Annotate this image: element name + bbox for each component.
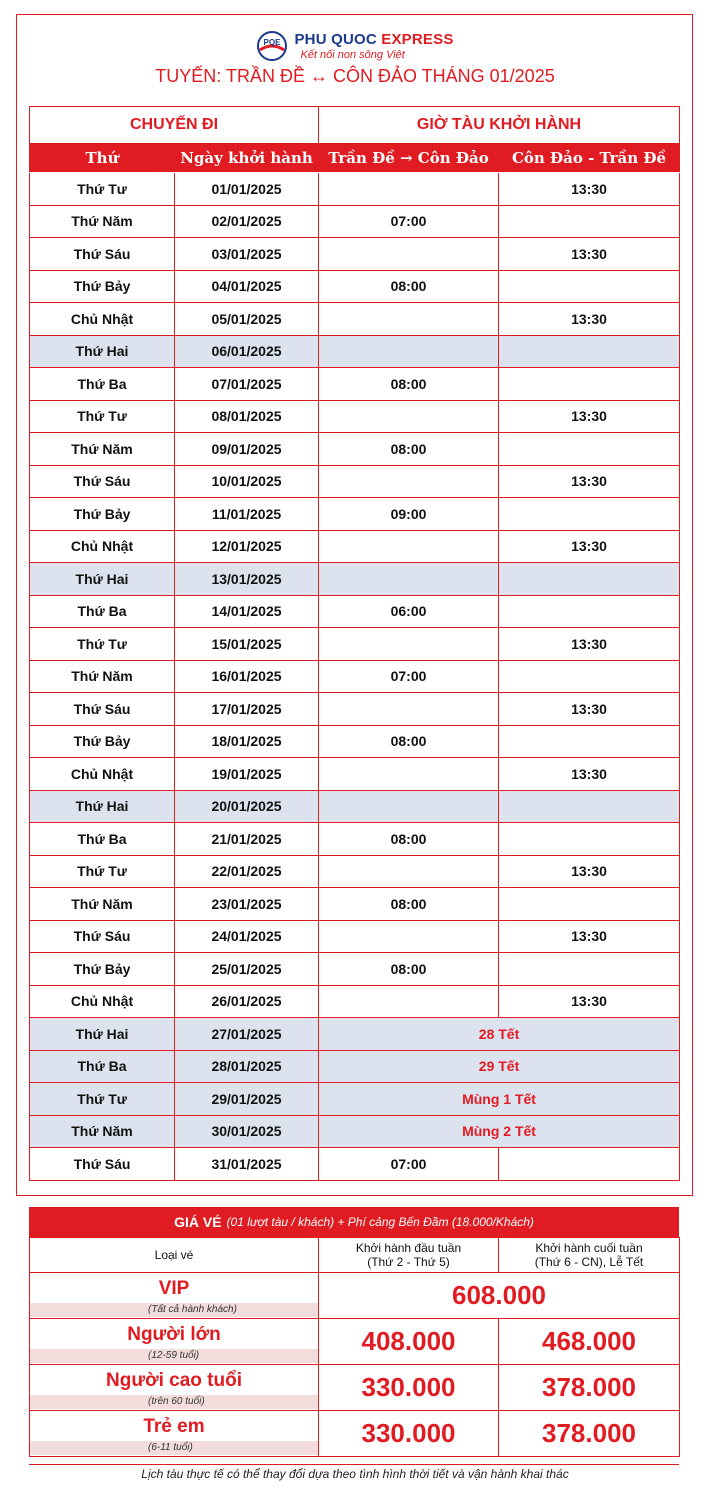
cell-return (499, 270, 680, 303)
table-row (30, 205, 680, 238)
table-row (30, 303, 680, 336)
table-row (30, 725, 680, 758)
cell-date: 18/01/2025 (175, 725, 319, 758)
logo-mark-text: PQE (264, 38, 281, 47)
table-row (30, 1083, 680, 1116)
cell-day: Thứ Ba (30, 823, 175, 856)
brand-header (0, 28, 710, 64)
price-table (29, 1237, 680, 1457)
cell-day: Thứ Sáu (30, 1148, 175, 1181)
cell-outbound: 06:00 (319, 595, 499, 628)
cell-return: 13:30 (499, 693, 680, 726)
table-row (30, 465, 680, 498)
table-row (30, 758, 680, 791)
caption-departure-time: GIỜ TÀU KHỞI HÀNH (319, 107, 680, 144)
cell-date: 10/01/2025 (175, 465, 319, 498)
price-adult-weekday: 408.000 (319, 1319, 499, 1365)
cell-outbound: 08:00 (319, 270, 499, 303)
cell-day: Thứ Sáu (30, 920, 175, 953)
table-row (30, 888, 680, 921)
cell-return (499, 888, 680, 921)
cell-day: Thứ Sáu (30, 465, 175, 498)
cell-return (499, 205, 680, 238)
table-row (30, 985, 680, 1018)
cell-return (499, 660, 680, 693)
table-row (30, 270, 680, 303)
cell-date: 11/01/2025 (175, 498, 319, 531)
cell-date: 09/01/2025 (175, 433, 319, 466)
cell-outbound (319, 238, 499, 271)
table-row (30, 238, 680, 271)
cell-day: Thứ Hai (30, 1018, 175, 1051)
cell-outbound (319, 790, 499, 823)
cell-return (499, 433, 680, 466)
cell-outbound (319, 758, 499, 791)
cell-return: 13:30 (499, 400, 680, 433)
cell-day: Thứ Ba (30, 1050, 175, 1083)
table-row (30, 595, 680, 628)
cell-date: 05/01/2025 (175, 303, 319, 336)
cell-outbound (319, 920, 499, 953)
cell-return (499, 498, 680, 531)
cell-outbound (319, 693, 499, 726)
cell-outbound (319, 173, 499, 206)
price-adult-weekend: 468.000 (499, 1319, 680, 1365)
caption-trip: CHUYẾN ĐI (30, 107, 319, 144)
cell-date: 13/01/2025 (175, 563, 319, 596)
table-row (30, 1050, 680, 1083)
table-row (30, 920, 680, 953)
cell-date: 07/01/2025 (175, 368, 319, 401)
cell-day: Thứ Năm (30, 1115, 175, 1148)
table-row (30, 790, 680, 823)
cell-date: 08/01/2025 (175, 400, 319, 433)
cell-date: 30/01/2025 (175, 1115, 319, 1148)
cell-day: Thứ Sáu (30, 238, 175, 271)
cell-day: Thứ Năm (30, 433, 175, 466)
cell-return: 13:30 (499, 303, 680, 336)
cell-day: Thứ Tư (30, 400, 175, 433)
logo-icon (256, 30, 288, 62)
cell-day: Thứ Tư (30, 628, 175, 661)
cell-return: 13:30 (499, 985, 680, 1018)
table-row (30, 855, 680, 888)
price-vip: 608.000 (319, 1273, 680, 1319)
cell-note: Mùng 2 Tết (319, 1115, 680, 1148)
page-title: TUYẾN: TRẦN ĐỀ ↔ CÔN ĐẢO THÁNG 01/2025 (155, 66, 555, 86)
ticket-senior: Người cao tuổi (trên 60 tuổi) (30, 1365, 319, 1411)
cell-note: 29 Tết (319, 1050, 680, 1083)
cell-date: 25/01/2025 (175, 953, 319, 986)
cell-day: Thứ Hai (30, 335, 175, 368)
table-row (30, 1148, 680, 1181)
cell-outbound (319, 985, 499, 1018)
cell-date: 12/01/2025 (175, 530, 319, 563)
cell-return (499, 823, 680, 856)
cell-return: 13:30 (499, 530, 680, 563)
col-day: Thứ (30, 144, 175, 173)
cell-outbound: 08:00 (319, 725, 499, 758)
cell-return (499, 563, 680, 596)
cell-day: Chủ Nhật (30, 985, 175, 1018)
cell-date: 20/01/2025 (175, 790, 319, 823)
price-child-weekday: 330.000 (319, 1411, 499, 1457)
cell-day: Thứ Năm (30, 888, 175, 921)
footnote: Lịch tàu thực tế có thể thay đổi dựa theo tình hình thời tiết và vận hành khai thác (141, 1467, 569, 1481)
price-title: GIÁ VÉ (174, 1214, 222, 1230)
col-weekday: Khởi hành đầu tuần (Thứ 2 - Thứ 5) (319, 1238, 499, 1273)
cell-outbound: 07:00 (319, 660, 499, 693)
cell-day: Thứ Bảy (30, 270, 175, 303)
cell-date: 29/01/2025 (175, 1083, 319, 1116)
cell-day: Thứ Sáu (30, 693, 175, 726)
cell-day: Thứ Hai (30, 563, 175, 596)
cell-outbound: 08:00 (319, 888, 499, 921)
cell-day: Thứ Năm (30, 205, 175, 238)
cell-date: 28/01/2025 (175, 1050, 319, 1083)
table-row (30, 173, 680, 206)
cell-return (499, 1148, 680, 1181)
table-row (30, 335, 680, 368)
table-row (30, 693, 680, 726)
cell-date: 23/01/2025 (175, 888, 319, 921)
table-row (30, 1018, 680, 1051)
cell-date: 17/01/2025 (175, 693, 319, 726)
cell-day: Chủ Nhật (30, 758, 175, 791)
cell-outbound (319, 628, 499, 661)
brand-name: PHU QUOC EXPRESS (294, 30, 454, 48)
table-row (30, 433, 680, 466)
cell-return (499, 953, 680, 986)
cell-return: 13:30 (499, 920, 680, 953)
cell-return: 13:30 (499, 758, 680, 791)
table-row (30, 530, 680, 563)
cell-outbound: 08:00 (319, 953, 499, 986)
cell-outbound: 08:00 (319, 368, 499, 401)
cell-note: Mùng 1 Tết (319, 1083, 680, 1116)
cell-date: 22/01/2025 (175, 855, 319, 888)
cell-outbound: 09:00 (319, 498, 499, 531)
col-outbound: Trần Đề → Côn Đảo (319, 144, 499, 173)
cell-date: 02/01/2025 (175, 205, 319, 238)
table-row (30, 660, 680, 693)
table-row (30, 368, 680, 401)
cell-return: 13:30 (499, 173, 680, 206)
cell-day: Thứ Bảy (30, 725, 175, 758)
cell-date: 06/01/2025 (175, 335, 319, 368)
price-senior-weekday: 330.000 (319, 1365, 499, 1411)
table-row (30, 400, 680, 433)
table-row (30, 1115, 680, 1148)
cell-date: 27/01/2025 (175, 1018, 319, 1051)
ticket-adult: Người lớn (12-59 tuổi) (30, 1319, 319, 1365)
cell-date: 24/01/2025 (175, 920, 319, 953)
cell-date: 26/01/2025 (175, 985, 319, 1018)
cell-note: 28 Tết (319, 1018, 680, 1051)
ticket-vip: VIP (Tất cả hành khách) (30, 1273, 319, 1319)
cell-return (499, 368, 680, 401)
price-child-weekend: 378.000 (499, 1411, 680, 1457)
cell-outbound: 08:00 (319, 433, 499, 466)
cell-day: Thứ Tư (30, 1083, 175, 1116)
cell-day: Thứ Bảy (30, 953, 175, 986)
cell-return (499, 790, 680, 823)
cell-outbound: 07:00 (319, 205, 499, 238)
table-row (30, 953, 680, 986)
cell-outbound (319, 303, 499, 336)
price-header (29, 1207, 679, 1237)
cell-date: 03/01/2025 (175, 238, 319, 271)
price-subtitle: (01 lượt tàu / khách) + Phí cảng Bến Đầm (18.000/Khách) (226, 1215, 534, 1229)
footer-divider (29, 1464, 679, 1465)
cell-outbound (319, 855, 499, 888)
cell-return (499, 725, 680, 758)
cell-return: 13:30 (499, 238, 680, 271)
cell-outbound (319, 335, 499, 368)
cell-outbound (319, 563, 499, 596)
price-senior-weekend: 378.000 (499, 1365, 680, 1411)
cell-date: 16/01/2025 (175, 660, 319, 693)
cell-outbound (319, 530, 499, 563)
cell-day: Thứ Ba (30, 595, 175, 628)
col-weekend: Khởi hành cuối tuần (Thứ 6 - CN), Lễ Tết (499, 1238, 680, 1273)
cell-outbound (319, 400, 499, 433)
table-row (30, 563, 680, 596)
cell-day: Chủ Nhật (30, 530, 175, 563)
cell-return (499, 335, 680, 368)
col-return: Côn Đảo - Trần Đề (499, 144, 680, 173)
cell-day: Thứ Năm (30, 660, 175, 693)
cell-day: Thứ Tư (30, 173, 175, 206)
table-row (30, 498, 680, 531)
col-ticket-type: Loại vé (30, 1238, 319, 1273)
schedule-rows (30, 173, 680, 1181)
cell-date: 04/01/2025 (175, 270, 319, 303)
cell-day: Chủ Nhật (30, 303, 175, 336)
cell-date: 31/01/2025 (175, 1148, 319, 1181)
cell-return: 13:30 (499, 628, 680, 661)
table-row (30, 628, 680, 661)
cell-return: 13:30 (499, 465, 680, 498)
brand-tagline: Kết nối non sông Việt (300, 48, 405, 61)
cell-day: Thứ Tư (30, 855, 175, 888)
cell-day: Thứ Ba (30, 368, 175, 401)
ticket-child: Trẻ em (6-11 tuổi) (30, 1411, 319, 1457)
cell-date: 21/01/2025 (175, 823, 319, 856)
cell-date: 19/01/2025 (175, 758, 319, 791)
price-section (29, 1207, 679, 1457)
cell-return: 13:30 (499, 855, 680, 888)
cell-outbound: 08:00 (319, 823, 499, 856)
cell-day: Thứ Hai (30, 790, 175, 823)
table-row (30, 823, 680, 856)
cell-date: 14/01/2025 (175, 595, 319, 628)
cell-date: 15/01/2025 (175, 628, 319, 661)
col-date: Ngày khởi hành (175, 144, 319, 173)
cell-day: Thứ Bảy (30, 498, 175, 531)
cell-outbound (319, 465, 499, 498)
schedule-table (29, 106, 680, 1181)
cell-outbound: 07:00 (319, 1148, 499, 1181)
cell-return (499, 595, 680, 628)
cell-date: 01/01/2025 (175, 173, 319, 206)
